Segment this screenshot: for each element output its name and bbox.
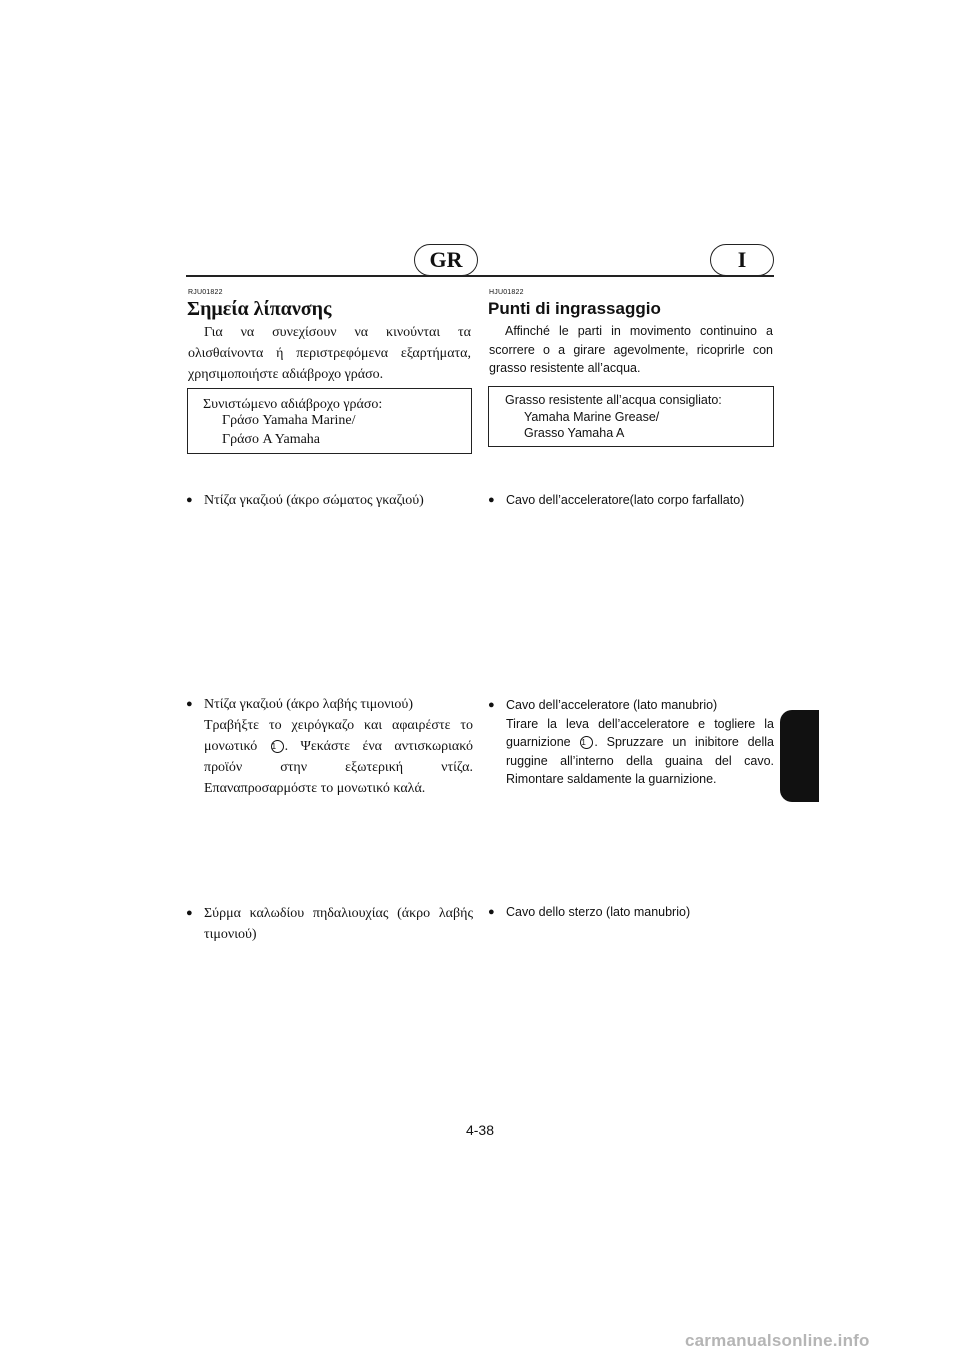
gr-list-item-title: Ντίζα γκαζιού (άκρο λαβής τιμονιού): [204, 697, 413, 712]
language-badge-gr: GR: [414, 244, 478, 276]
callout-number-icon: 1: [271, 740, 284, 753]
bullet-icon: ●: [186, 698, 193, 710]
it-list-item-body: Tirare la leva dell’acceleratore e togliere la guarnizione 1 . Spruzzare un inibitore della ruggine all’interno della guaina del cavo. Rimontare saldamente la guarnizione.: [506, 716, 774, 786]
page-number: 4-38: [465, 1122, 495, 1138]
gr-grease-box-item: Γράσο Yamaha Marine/: [222, 413, 356, 428]
gr-list-item-body: Τραβήξτε το χειρόγκαζο και αφαιρέστε το μονωτικό 1 . Ψεκάστε ένα αντισκωριακό προϊόν στην εξωτερική ντίζα. Επαναπροσαρμόστε το μονωτικό καλά.: [204, 718, 474, 796]
it-grease-box-heading: Grasso resistente all’acqua consigliato:: [505, 393, 722, 407]
header-rule: [186, 275, 774, 277]
it-intro-text: Affinché le parti in movimento continuino a scorrere o a girare agevolmente, ricoprirle con grasso resistente all’acqua.: [489, 324, 773, 375]
bullet-icon: ●: [488, 699, 495, 711]
gr-list-item: [186, 490, 473, 511]
it-grease-box-item: Grasso Yamaha A: [524, 426, 625, 440]
gr-intro-text: Για να συνεχίσουν να κινούνται τα ολισθαίνοντα ή περιστρεφόμενα εξαρτήματα, χρησιμοποιήστε αδιάβροχο γράσο.: [188, 325, 471, 382]
it-list-item: [488, 491, 774, 510]
gr-list-item: [186, 903, 473, 945]
it-section-title: Punti di ingrassaggio: [488, 299, 661, 318]
gr-section-title: Σημεία λίπανσης: [187, 298, 332, 320]
gr-list-item: [186, 694, 473, 799]
bullet-icon: ●: [186, 494, 193, 506]
watermark: carmanualsonline.info: [685, 1331, 870, 1350]
it-list-item-text: Cavo dell’acceleratore(lato corpo farfallato): [506, 493, 745, 507]
it-section-code: HJU01822: [489, 289, 524, 296]
it-list-item-text: Cavo dello sterzo (lato manubrio): [506, 905, 691, 919]
bullet-icon: ●: [488, 494, 495, 506]
it-grease-box-item: Yamaha Marine Grease/: [524, 410, 660, 424]
it-grease-box: [488, 386, 774, 447]
gr-grease-box-heading: Συνιστώμενο αδιάβροχο γράσο:: [203, 397, 383, 412]
chapter-tab-marker: [780, 710, 819, 802]
it-list-item: [488, 903, 774, 922]
bullet-icon: ●: [186, 907, 193, 919]
it-list-item: [488, 696, 774, 789]
gr-list-item-text: Ντίζα γκαζιού (άκρο σώματος γκαζιού): [204, 493, 424, 508]
gr-section-code: RJU01822: [188, 289, 223, 296]
bullet-icon: ●: [488, 906, 495, 918]
it-list-item-title: Cavo dell’acceleratore (lato manubrio): [506, 698, 718, 712]
gr-list-item-text: Σύρμα καλωδίου πηδαλιουχίας (άκρο λαβής τιμονιού): [204, 906, 473, 942]
language-badge-it: I: [710, 244, 774, 276]
gr-grease-box-item: Γράσο A Yamaha: [222, 432, 321, 447]
callout-number-icon: 1: [580, 736, 593, 749]
gr-grease-box: [187, 388, 472, 454]
